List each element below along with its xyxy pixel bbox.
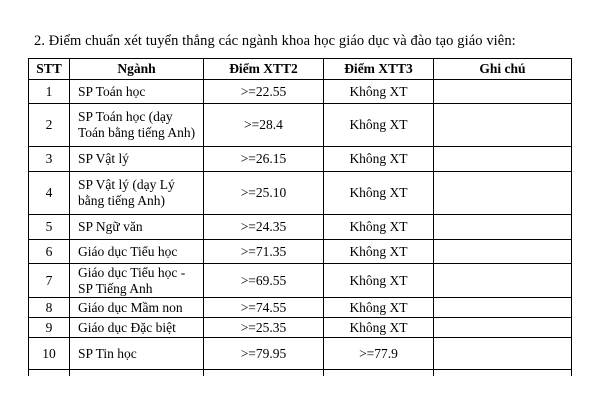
- admission-table-container: [28, 58, 571, 390]
- note-cell: [434, 264, 572, 298]
- major-name: SP Tin học: [70, 338, 204, 370]
- row-number: 3: [29, 147, 70, 172]
- table-header-row: [29, 59, 572, 80]
- row-number: 6: [29, 240, 70, 264]
- row-number: 10: [29, 338, 70, 370]
- row-number: 9: [29, 318, 70, 338]
- header-score-xtt2: Điểm XTT2: [204, 59, 324, 80]
- score-xtt2: >=22.55: [204, 80, 324, 104]
- major-name: Giáo dục Đặc biệt: [70, 318, 204, 338]
- table-row: [29, 318, 572, 338]
- major-name: SP Toán học: [70, 80, 204, 104]
- score-xtt3: Không XT: [324, 318, 434, 338]
- score-xtt2: >=79.95: [204, 338, 324, 370]
- score-xtt2: >=28.4: [204, 104, 324, 147]
- major-name: Giáo dục Mầm non: [70, 298, 204, 318]
- major-name: Giáo dục Tiểu học - SP Tiếng Anh: [70, 264, 204, 298]
- score-xtt3: Không XT: [324, 298, 434, 318]
- score-xtt2: >=25.10: [204, 172, 324, 215]
- score-xtt2: >=71.35: [204, 240, 324, 264]
- score-xtt3: Không XT: [324, 104, 434, 147]
- score-xtt3: Không XT: [324, 80, 434, 104]
- major-name: SP Vật lý: [70, 147, 204, 172]
- score-xtt2: >=25.35: [204, 318, 324, 338]
- note-cell: [434, 172, 572, 215]
- note-cell: [434, 215, 572, 240]
- header-major: Ngành: [70, 59, 204, 80]
- table-row: [29, 215, 572, 240]
- row-number: 7: [29, 264, 70, 298]
- score-xtt3: >=77.9: [324, 338, 434, 370]
- score-xtt3: Không XT: [324, 215, 434, 240]
- table-row: [29, 172, 572, 215]
- major-name: Giáo dục Tiểu học: [70, 240, 204, 264]
- row-number: 2: [29, 104, 70, 147]
- row-number: 8: [29, 298, 70, 318]
- note-cell: [434, 147, 572, 172]
- header-score-xtt3: Điểm XTT3: [324, 59, 434, 80]
- score-xtt3: Không XT: [324, 240, 434, 264]
- note-cell: [434, 80, 572, 104]
- score-xtt2: >=24.35: [204, 215, 324, 240]
- row-number: 1: [29, 80, 70, 104]
- table-row: [29, 147, 572, 172]
- admission-score-table: [28, 58, 572, 390]
- score-xtt2: >=69.55: [204, 264, 324, 298]
- note-cell: [434, 298, 572, 318]
- table-row: [29, 104, 572, 147]
- note-cell: [434, 104, 572, 147]
- table-row: [29, 80, 572, 104]
- score-xtt3: Không XT: [324, 172, 434, 215]
- table-row: [29, 240, 572, 264]
- table-row: [29, 298, 572, 318]
- major-name: SP Ngữ văn: [70, 215, 204, 240]
- note-cell: [434, 338, 572, 370]
- score-xtt2: >=74.55: [204, 298, 324, 318]
- table-row: [29, 338, 572, 370]
- note-cell: [434, 318, 572, 338]
- table-row: [29, 264, 572, 298]
- page-crop-edge: [0, 376, 600, 400]
- score-xtt3: Không XT: [324, 147, 434, 172]
- major-name: SP Vật lý (dạy Lý bằng tiếng Anh): [70, 172, 204, 215]
- row-number: 5: [29, 215, 70, 240]
- score-xtt3: Không XT: [324, 264, 434, 298]
- row-number: 4: [29, 172, 70, 215]
- header-note: Ghi chú: [434, 59, 572, 80]
- header-stt: STT: [29, 59, 70, 80]
- score-xtt2: >=26.15: [204, 147, 324, 172]
- major-name: SP Toán học (dạy Toán bằng tiếng Anh): [70, 104, 204, 147]
- note-cell: [434, 240, 572, 264]
- section-heading: 2. Điểm chuẩn xét tuyển thẳng các ngành khoa học giáo dục và đào tạo giáo viên:: [34, 33, 516, 49]
